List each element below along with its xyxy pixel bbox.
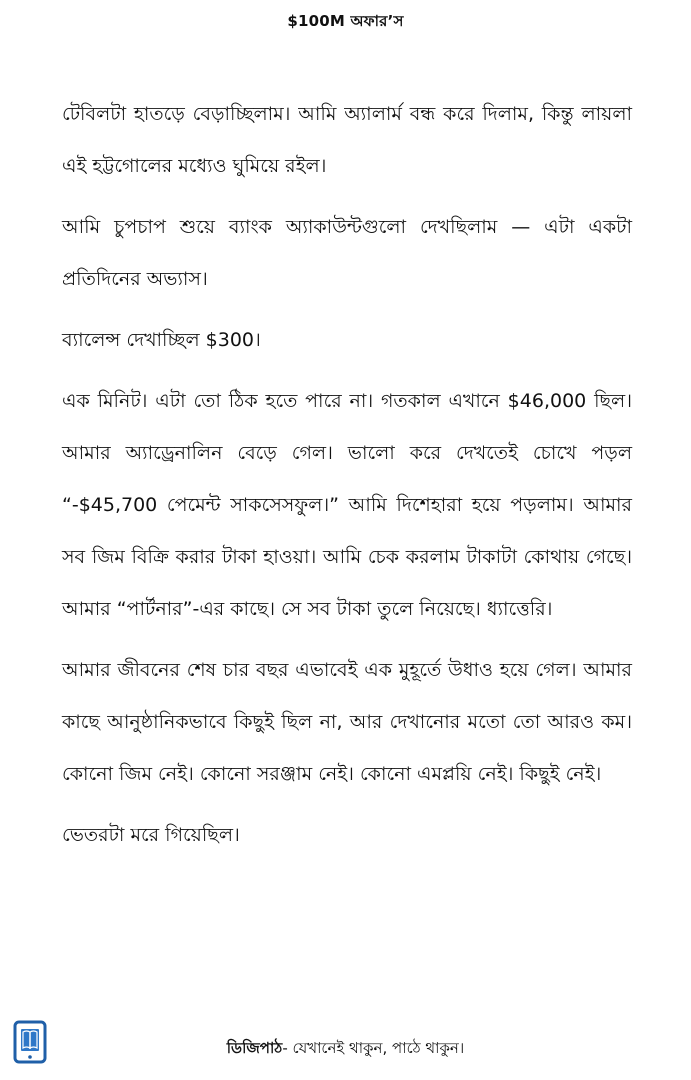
footer-text (0, 1037, 691, 1062)
paragraph: ভেতরটা মরে গিয়েছিল। (62, 824, 240, 846)
page-title: $100M অফার’স (287, 12, 404, 30)
paragraph: আমি চুপচাপ শুয়ে ব্যাংক অ্যাকাউন্টগুলো দেখছিলাম — এটা একটা প্রতিদিনের অভ্যাস। (62, 216, 632, 290)
body-text (62, 88, 632, 870)
paragraph: আমার জীবনের শেষ চার বছর এভাবেই এক মুহূর্তে উধাও হয়ে গেল। আমার কাছে আনুষ্ঠানিকভাবে কিছুই ছিল না, আর দেখানোর মতো তো আরও কম। কোনো জিম নেই। কোনো সরঞ্জাম নেই। কোনো এমপ্লয়ি নেই। কিছুই নেই। (62, 659, 632, 785)
footer-tagline: - যেখানেই থাকুন, পাঠে থাকুন। (282, 1039, 465, 1057)
paragraph: এক মিনিট। এটা তো ঠিক হতে পারে না। গতকাল এখানে $46,000 ছিল। আমার অ্যাড্রেনালিন বেড়ে গেল। ভালো করে দেখতেই চোখে পড়ল “-$45,700 পেমেন্ট সাকসেসফুল।” আমি দিশেহারা হয়ে পড়লাম। আমার সব জিম বিক্রি করার টাকা হাওয়া। আমি চেক করলাম টাকাটা কোথায় গেছে। আমার “পার্টনার”-এর কাছে। সে সব টাকা তুলে নিয়েছে। ধ্যাত্তেরি। (62, 390, 632, 620)
paragraph: টেবিলটা হাতড়ে বেড়াচ্ছিলাম। আমি অ্যালার্ম বন্ধ করে দিলাম, কিন্তু লায়লা এই হট্টগোলের মধ্যেও ঘুমিয়ে রইল। (62, 103, 632, 177)
footer-brand: ডিজিপাঠ (226, 1039, 283, 1057)
paragraph: ব্যালেন্স দেখাচ্ছিল $300। (62, 329, 261, 351)
